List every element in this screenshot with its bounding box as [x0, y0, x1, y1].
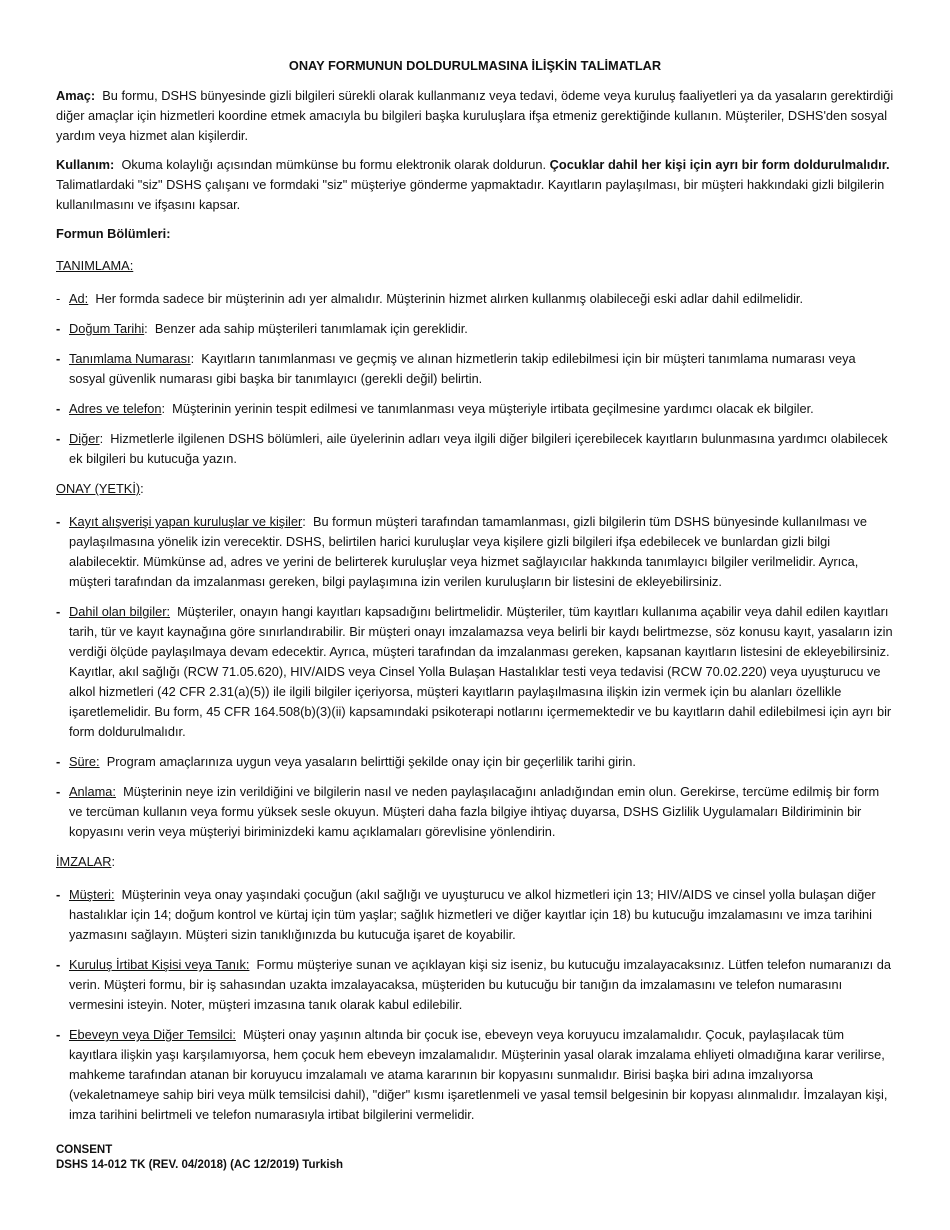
list-item-exchanging-parties: [56, 512, 894, 592]
usage-label: Kullanım:: [56, 157, 115, 172]
item-text: Müşteri onay yaşının altında bir çocuk ise, ebeveyn veya koruyucu imzalamalıdır. Çocuk, paylaşılacak tüm kayıtlara ilişkin yaşı karşılamıyorsa, hem çocuk hem ebeveyn imzalamalıdır. Müşterinin yasal olarak imzalama ehliyeti olmadığına karar verilirse, mahkeme tarafından atanan bir koruyucu imzalamalı ve atama kararının bir kopyasını sunmalıdır. Birisi başka biri adına imzalıyorsa (vekaletnameye sahip biri veya mülk temsilcisi dahil), "diğer" kısmı işaretlenmeli ve yasal temsil belgesinin bir kopyası alınmalıdır. İmzalayan kişi, imza tarihini belirtmeli ve telefon numarasıyla irtibat bilgilerini vermelidir.: [69, 1027, 888, 1122]
usage-text-2: Talimatlardaki "siz" DSHS çalışanı ve formdaki "siz" müşteriye gönderme yapmaktadır. Kayıtların paylaşılması, bir müşteri hakkındaki gizli bilgilerin kullanılmasını ve ifşasını kapsar.: [56, 177, 885, 212]
item-label: Tanımlama Numarası: [69, 351, 191, 366]
signatures-heading-text: İMZALAR: [56, 854, 112, 869]
item-label: Müşteri:: [69, 887, 115, 902]
identification-heading: [56, 256, 894, 276]
list-item-client: [56, 885, 894, 945]
purpose-label: Amaç:: [56, 88, 96, 103]
item-label-sep: :: [302, 514, 306, 529]
purpose-paragraph: [56, 86, 894, 146]
item-label: Doğum Tarihi: [69, 321, 145, 336]
item-text: Müşterinin yerinin tespit edilmesi ve tanımlanması veya müşteriyle irtibata geçilmesine yardımcı olacak ek bilgiler.: [172, 401, 814, 416]
item-text: Müşterinin neye izin verildiğini ve bilgilerin nasıl ve neden paylaşılacağını anladığından emin olun. Gerekirse, tercüme edilmiş bir form ve tercüman kullanın veya formu yüksek sesle okuyun. Müşteri daha fazla bilgiye ihtiyaç duyarsa, DSHS Gizlilik Uygulamaları Bildiriminin bir kopyasını verin veya müşteriyi biriminizdeki kamu açıklamaları görevlisine yönlendirin.: [69, 784, 880, 839]
item-label: Adres ve telefon: [69, 401, 162, 416]
bullet-dash: -: [56, 401, 61, 416]
item-label: Süre:: [69, 754, 100, 769]
item-label: Dahil olan bilgiler:: [69, 604, 171, 619]
form-footer: [56, 1143, 343, 1173]
item-label: Kayıt alışverişi yapan kuruluşlar ve kişiler: [69, 514, 303, 529]
item-label: Anlama:: [69, 784, 116, 799]
list-item-other: [56, 429, 894, 469]
list-item-included-info: [56, 602, 894, 742]
list-item-parent-representative: [56, 1025, 894, 1125]
bullet-dash: -: [56, 604, 61, 619]
item-label-sep: :: [161, 401, 166, 416]
bullet-dash: -: [56, 431, 61, 446]
signatures-heading-sep: :: [111, 854, 116, 869]
identification-heading-text: TANIMLAMA:: [56, 258, 134, 273]
bullet-dash: -: [56, 514, 61, 529]
usage-bold-text: Çocuklar dahil her kişi için ayrı bir form doldurulmalıdır.: [549, 157, 890, 172]
bullet-dash: -: [56, 321, 61, 336]
usage-paragraph: [56, 155, 894, 215]
item-label-sep: :: [190, 351, 195, 366]
list-item-understanding: [56, 782, 894, 842]
item-text: Program amaçlarınıza uygun veya yasaların belirttiği şekilde onay için bir geçerlilik tarihi girin.: [106, 754, 636, 769]
consent-heading: [56, 479, 894, 499]
usage-text-1: Okuma kolaylığı açısından mümkünse bu formu elektronik olarak doldurun.: [121, 157, 547, 172]
list-item-address-phone: [56, 399, 894, 419]
item-label: Ad:: [69, 291, 89, 306]
signatures-heading: [56, 852, 894, 872]
bullet-dash: -: [56, 1027, 61, 1042]
purpose-text: Bu formu, DSHS bünyesinde gizli bilgileri sürekli olarak kullanmanız veya tedavi, ödeme veya kuruluş faaliyetleri ya da yasaların gerektirdiği diğer amaçlar için hizmetleri koordine etmek amacıyla bu bilgileri başka kuruluşlara ifşa etmeniz gerektiğinde kullanın. Müşteriler, DSHS'den sosyal yardım veya hizmet alan kişilerdir.: [56, 88, 894, 143]
sections-title: Formun Bölümleri:: [56, 226, 171, 241]
list-item-name: [56, 289, 894, 309]
page-title: ONAY FORMUNUN DOLDURULMASINA İLİŞKİN TALİMATLAR: [288, 58, 662, 73]
item-text: Formu müşteriye sunan ve açıklayan kişi siz iseniz, bu kutucuğu imzalayacaksınız. Lütfen telefon numaranızı da verin. Müşteri formu, bir iş sahasından uzakta imzalayacaksa, müşteriden bu kutucuğu bir tanığın da imzalamasını ve telefon numarasını vermesini isteyin. Noter, müşteri imzasına tanık olarak kabul edilebilir.: [69, 957, 892, 1012]
list-item-birth-date: [56, 319, 894, 339]
item-text: Bu formun müşteri tarafından tamamlanması, gizli bilgilerin tüm DSHS bünyesinde kullanılması ve paylaşılmasına yönelik izin verecektir. DSHS, belirtilen harici kuruluşlar veya kişilere gizli bilgileri ifşa edebilecek ve bunlardan gizli bilgi alabilecektir. Mümkünse ad, adres ve yerini de belirterek kuruluşlar veya hizmet sağlayıcılar hakkında tanımlayıcı bilgiler verilmelidir. Ayrıca, müşteri tarafından da imzalanması gereken, bilgi paylaşımına izin verilen kuruluşların bir listesini de ekleyebilirsiniz.: [69, 514, 868, 589]
item-label: Diğer: [69, 431, 100, 446]
item-text: Hizmetlerle ilgilenen DSHS bölümleri, aile üyelerinin adları veya ilgili diğer bilgileri içerebilecek kayıtların bulunmasına yardımcı olabilecek ek bilgileri bu kutucuğa yazın.: [69, 431, 888, 466]
footer-form-type: CONSENT: [56, 1144, 113, 1156]
item-text: Her formda sadece bir müşterinin adı yer almalıdır. Müşterinin hizmet alırken kullanmış olabileceği eski adlar dahil edilmelidir.: [95, 291, 804, 306]
item-label: Ebeveyn veya Diğer Temsilci:: [69, 1027, 236, 1042]
list-item-id-number: [56, 349, 894, 389]
footer-form-number: DSHS 14-012 TK (REV. 04/2018) (AC 12/2019) Turkish: [56, 1159, 343, 1171]
item-text: Müşterinin veya onay yaşındaki çocuğun (akıl sağlığı ve uyuşturucu ve alkol hizmetleri için 13; HIV/AIDS ve cinsel yolla bulaşan diğer hastalıklar için 14; doğum kontrol ve kürtaj için tüm yaşlar; sağlık hizmetleri ve diğer kayıtlar için 18) bu kutucuğu imzalamasını ve imza tarihini yazmasını sağlayın. Müşteri sizin tanıklığınızda bu kutucuğa işaret de koyabilir.: [69, 887, 876, 942]
item-text: Müşteriler, onayın hangi kayıtları kapsadığını belirtmelidir. Müşteriler, tüm kayıtları kullanıma açabilir veya dahil edilen kayıtları tarih, tür ve kayıt kaynağına göre sınırlandırabilir. Bir müşteri onayı imzalamazsa veya belirli bir kaydı belirtmezse, söz konusu kayıt, yasaların izin verdiği ölçüde paylaşılmaya devam edecektir. Ayrıca, müşteri tarafından da imzalanması gereken, kapsanan kayıtların listesini de ekleyebilirsiniz. Kayıtlar, akıl sağlığı (RCW 71.05.620), HIV/AIDS veya Cinsel Yolla Bulaşan Hastalıklar testi veya tedavisi (RCW 70.02.220) veya uyuşturucu ve alkol hizmetleri (42 CFR 2.31(a)(5)) ile ilgili bilgiler içeriyorsa, müşteri kayıtların paylaşılmasına ilişkin izin vermek için bu alanları özellikle işaretlemelidir. Bu form, 45 CFR 164.508(b)(3)(ii) kapsamındaki psikoterapi notlarını içermemektedir ve bu kayıtların dahil edilebilmesi için ayrı bir form doldurulmalıdır.: [69, 604, 893, 739]
bullet-dash: -: [56, 754, 61, 769]
bullet-dash: -: [56, 957, 61, 972]
consent-heading-text: ONAY (YETKİ): [56, 481, 141, 496]
list-item-duration: [56, 752, 894, 772]
item-text: Benzer ada sahip müşterileri tanımlamak için gereklidir.: [154, 321, 468, 336]
item-label-sep: :: [99, 431, 104, 446]
list-item-agency-contact-witness: [56, 955, 894, 1015]
item-text: Kayıtların tanımlanması ve geçmiş ve alınan hizmetlerin takip edilebilmesi için bir müşteri tanımlama numarası veya sosyal güvenlik numarası gibi başka bir tanımlayıcı (gerekli değil) belirtin.: [69, 351, 856, 386]
bullet-dash: -: [56, 887, 61, 902]
bullet-dash: -: [56, 784, 61, 799]
bullet-dash: -: [56, 351, 61, 366]
item-label: Kuruluş İrtibat Kişisi veya Tanık:: [69, 957, 250, 972]
bullet-dash: -: [56, 291, 61, 306]
consent-heading-sep: :: [140, 481, 144, 496]
item-label-sep: :: [144, 321, 148, 336]
